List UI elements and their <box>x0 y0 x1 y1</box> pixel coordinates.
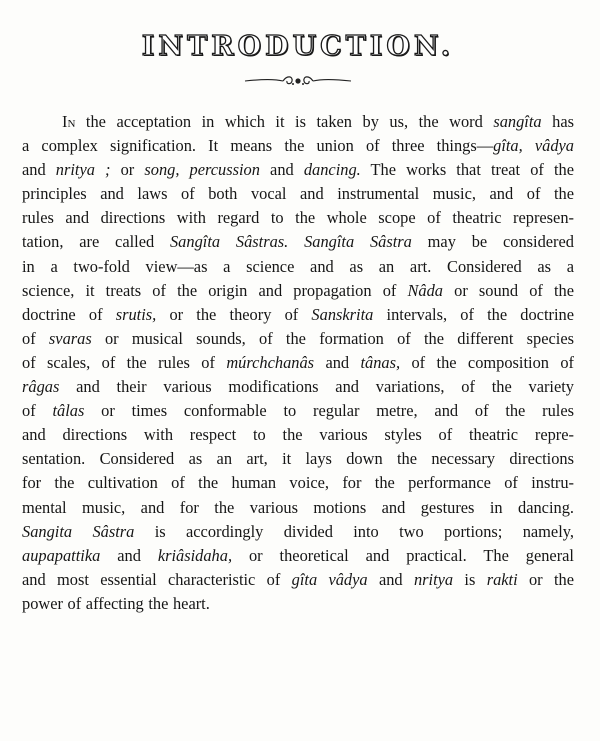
text-line <box>22 134 574 158</box>
text-line <box>22 230 574 254</box>
text-run: for the cultivation of the human voice, for the performance of instru- <box>22 473 574 493</box>
text-run: and most essential characteristic of <box>22 569 292 589</box>
ornament-divider <box>243 72 353 88</box>
italic-term: múrchchanâs <box>226 352 315 372</box>
text-run <box>288 232 304 251</box>
text-run: is <box>453 569 487 589</box>
text-run: of <box>22 401 53 421</box>
text-line <box>22 303 574 327</box>
text-run: and <box>367 569 414 589</box>
italic-term: gîta vâdya <box>291 569 368 589</box>
text-run: or <box>110 160 145 180</box>
text-line <box>22 110 574 134</box>
italic-term: Sangîta Sâstra <box>304 232 412 252</box>
text-run: may be considered <box>411 232 574 252</box>
italic-term: nritya <box>413 569 454 589</box>
text-run: and directions with respect to the various styles of theatric repre- <box>22 425 574 445</box>
text-run: tation, are called <box>22 232 170 252</box>
text-run: intervals, of the doctrine <box>373 304 574 324</box>
text-run: science, it treats of the origin and propagation of <box>22 280 408 300</box>
text-run: or times conformable to regular metre, and of the rules <box>84 401 574 421</box>
text-line <box>22 568 574 592</box>
text-run: power of affecting the heart. <box>22 593 210 613</box>
italic-term: kriâsidaha, <box>157 545 233 565</box>
opening-word: In <box>62 112 76 131</box>
italic-term: tâlas <box>52 401 85 421</box>
italic-term: aupapattika <box>22 545 101 565</box>
text-line <box>22 351 574 375</box>
text-line <box>22 544 574 568</box>
italic-term: dancing. <box>303 160 361 180</box>
text-run: in a two-fold view—as a science and as an art. Considered as a <box>22 256 574 276</box>
italic-term: sangîta <box>493 112 542 131</box>
text-line <box>22 399 574 423</box>
text-run: and <box>22 160 56 180</box>
text-line <box>22 496 574 520</box>
text-run: has <box>541 112 574 131</box>
text-run: a complex signification. It means the union of three things— <box>22 136 494 156</box>
text-line <box>22 255 574 279</box>
text-line <box>22 279 574 303</box>
text-run: and <box>100 545 158 565</box>
italic-term: Sanskrita <box>311 304 374 324</box>
text-run: sentation. Considered as an art, it lays down the necessary directions <box>22 449 574 469</box>
text-run: mental music, and for the various motions and gestures in dancing. <box>22 497 574 517</box>
text-run: the acceptation in which it is taken by us, the word <box>75 112 494 131</box>
text-run: or musical sounds, of the formation of the different species <box>91 328 574 348</box>
page-title: INTRODUCTION. <box>141 31 455 62</box>
text-run: of the composition of <box>400 352 574 372</box>
text-line <box>22 327 574 351</box>
italic-term: Nâda <box>407 280 444 300</box>
text-line <box>22 471 574 495</box>
italic-term: gîta, vâdya <box>493 136 574 156</box>
text-run: of scales, of the rules of <box>22 352 227 372</box>
italic-term: râgas <box>22 377 60 397</box>
text-run: or the theory of <box>156 304 312 324</box>
text-line <box>22 520 574 544</box>
italic-term: rakti <box>486 569 518 589</box>
body-paragraph <box>22 110 574 616</box>
text-run: doctrine of <box>22 304 116 324</box>
text-line <box>22 592 574 616</box>
text-line <box>22 423 574 447</box>
text-line <box>22 447 574 471</box>
text-run: and <box>259 160 304 180</box>
text-line <box>22 375 574 399</box>
italic-term: tânas, <box>360 352 401 372</box>
text-run: rules and directions with regard to the whole scope of theatric represen- <box>22 208 574 228</box>
italic-term: nritya ; <box>55 160 111 180</box>
text-line <box>22 182 574 206</box>
text-run: and their various modifications and variations, of the variety <box>59 377 574 397</box>
text-run: and <box>314 352 361 372</box>
italic-term: srutis, <box>115 304 157 324</box>
text-run: The works that treat of the <box>360 160 574 180</box>
italic-term: song, percussion <box>144 160 260 180</box>
text-run: or sound of the <box>443 280 574 300</box>
text-run: of <box>22 328 49 348</box>
text-run: principles and laws of both vocal and instrumental music, and of the <box>22 184 574 204</box>
italic-term: Sangita Sâstra <box>22 521 135 541</box>
text-run: is accordingly divided into two portions; namely, <box>134 521 574 541</box>
text-run: or theoretical and practical. The general <box>232 545 574 565</box>
italic-term: Sangîta Sâstras. <box>169 232 289 252</box>
text-line <box>22 206 574 230</box>
text-run: or the <box>517 569 574 589</box>
text-line <box>22 158 574 182</box>
italic-term: svaras <box>48 328 92 348</box>
